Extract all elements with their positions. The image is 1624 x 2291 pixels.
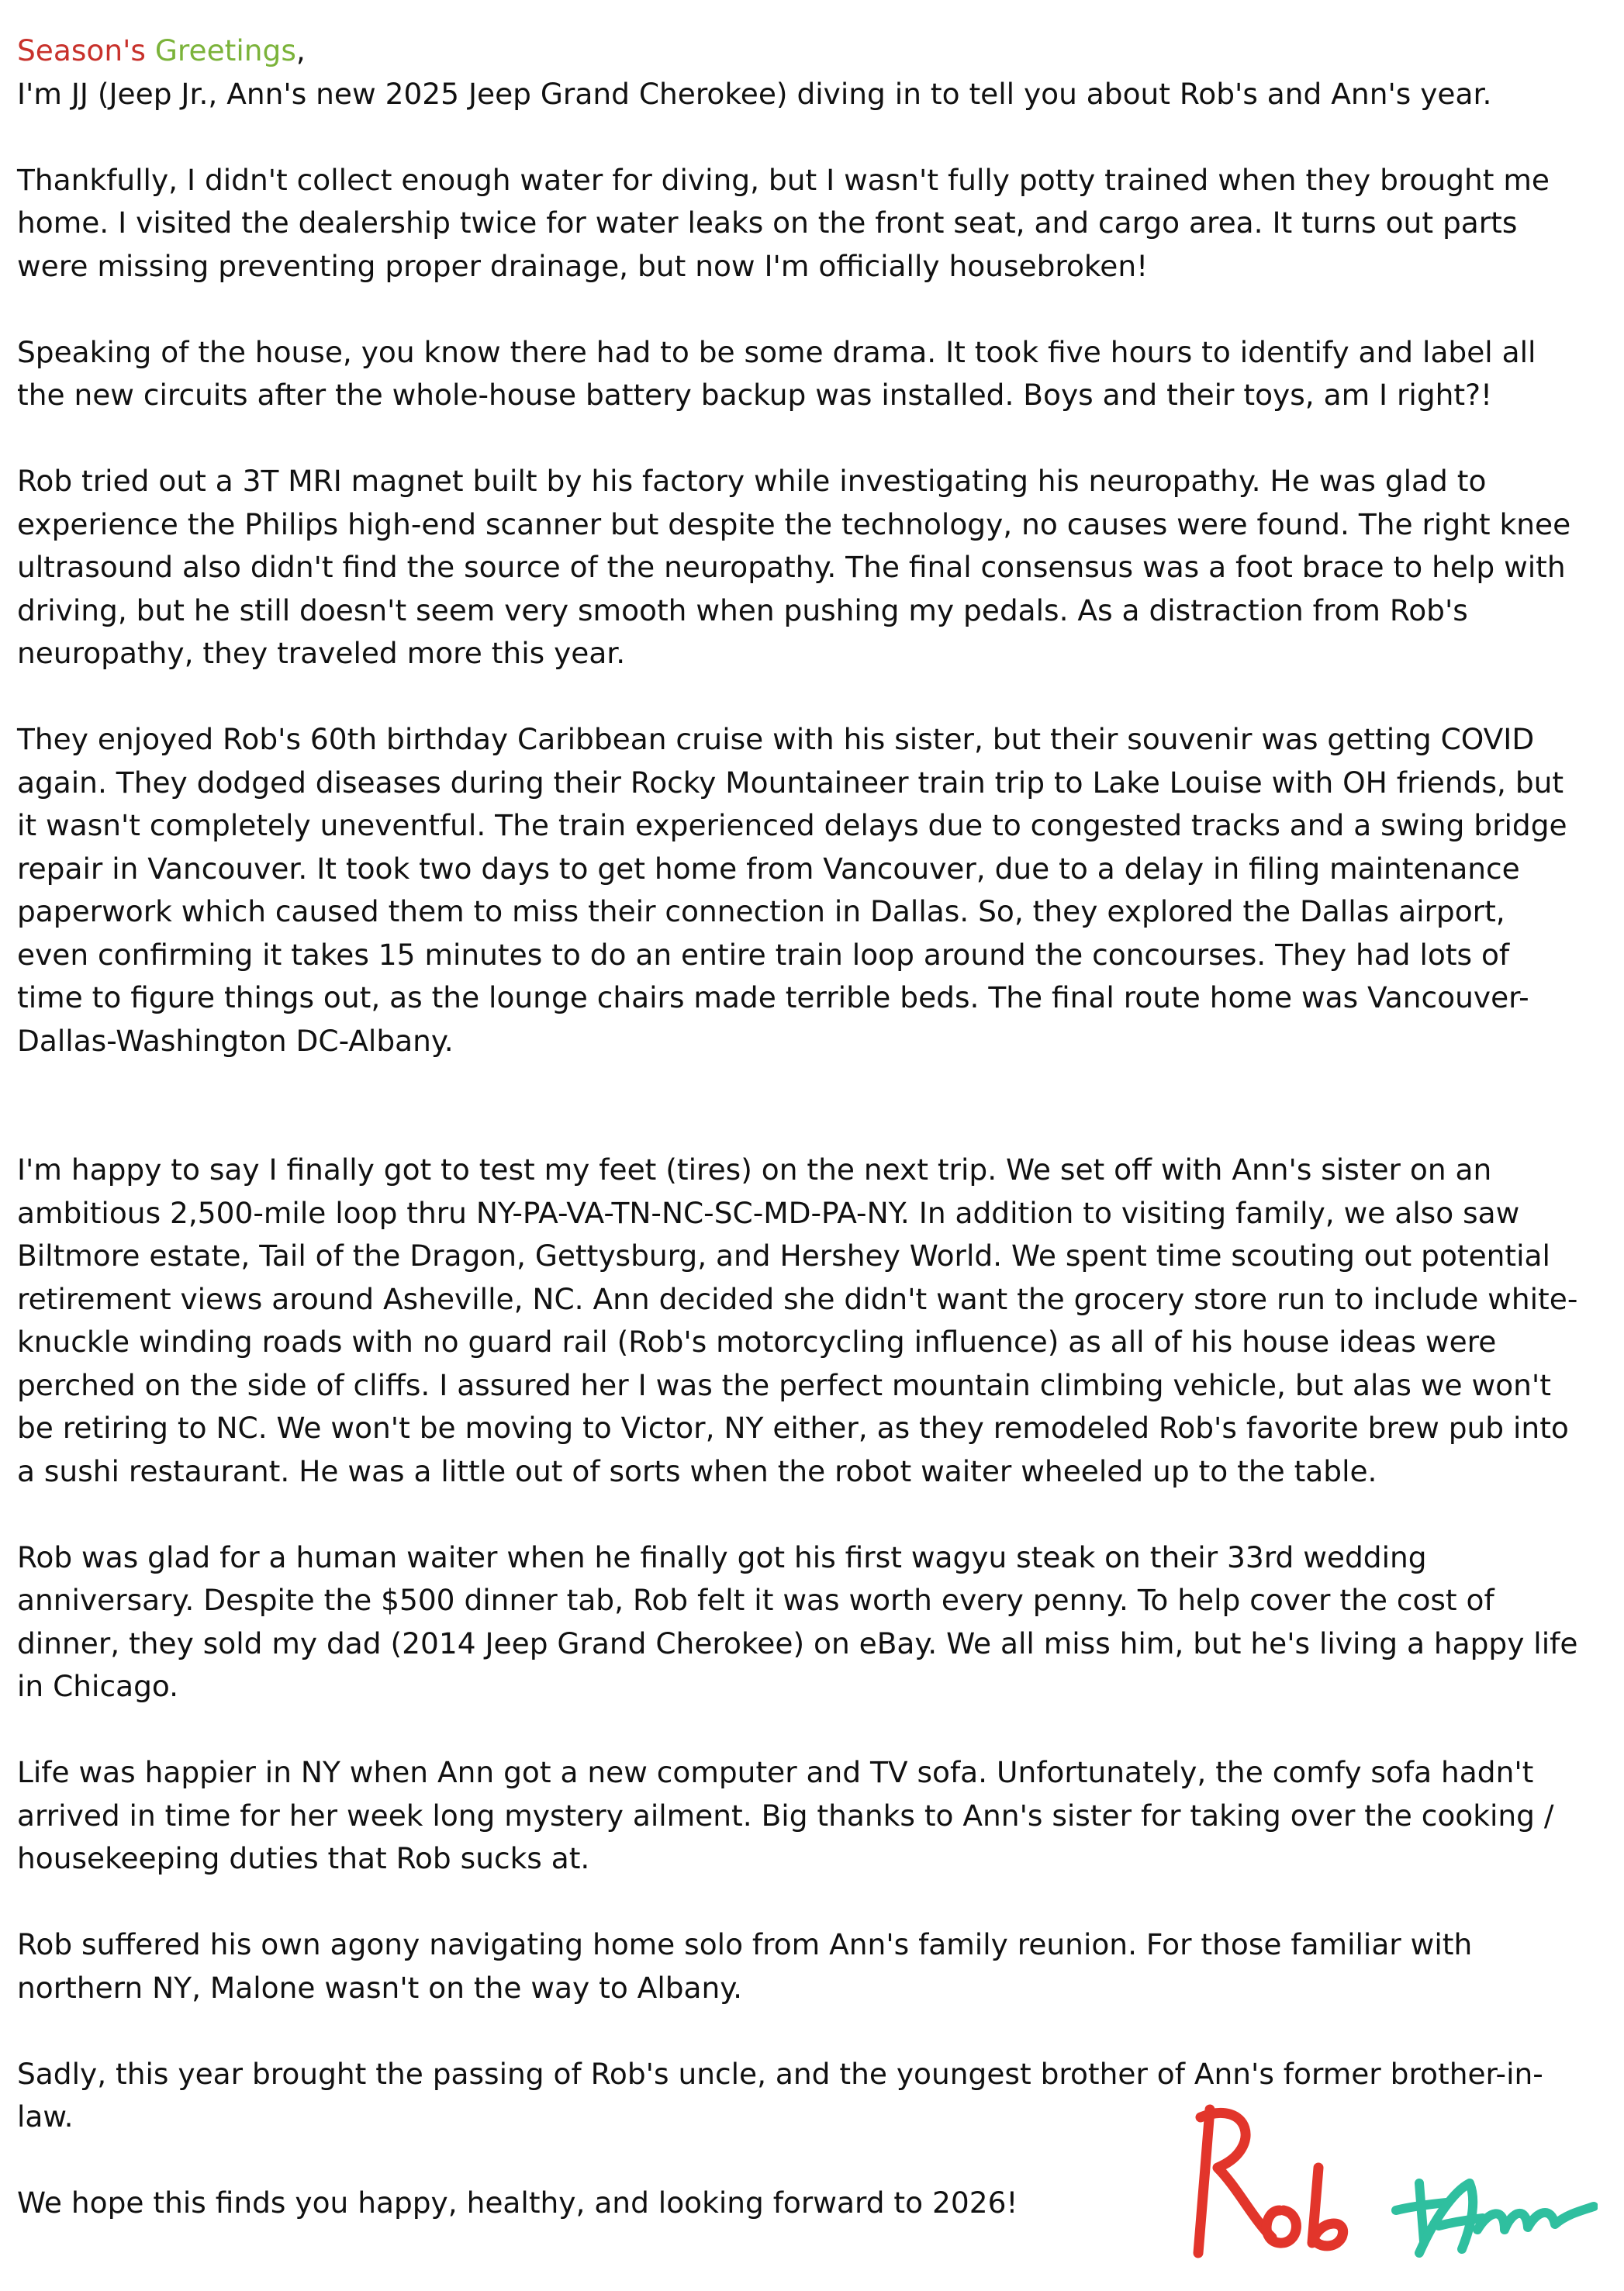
paragraph-closing: We hope this finds you happy, healthy, and looking forward to 2026! xyxy=(17,2186,1018,2220)
paragraph-road-trip: I'm happy to say I finally got to test my feet (tires) on the next trip. We set off with Ann's sister on an ambitious 2,500-mile loop thru NY-PA-VA-TN-NC-SC-MD-PA-NY. In addition to visiting family, we also saw Biltmore estate, Tail of the Dragon, Gettysburg, and Hershey World. We spent time scouting out potential retirement views around Asheville, NC. Ann decided she didn't want the grocery store run to include white-knuckle winding roads with no guard rail (Rob's motorcycling influence) as all of his house ideas were perched on the side of cliffs. I assured her I was the perfect mountain climbing vehicle, but alas we won't be retiring to NC. We won't be moving to Victor, NY either, as they remodeled Rob's favorite brew pub into a sushi restaurant. He was a little out of sorts when the robot waiter wheeled up to the table. xyxy=(17,1152,1578,1488)
greeting xyxy=(17,29,1584,73)
paragraph-neuropathy: Rob tried out a 3T MRI magnet built by his factory while investigating his neuropathy. He was glad to experience the Philips high-end scanner but despite the technology, no causes were found. The right knee ultrasound also didn't find the source of the neuropathy. The final consensus was a foot brace to help with driving, but he still doesn't seem very smooth when pushing my pedals. As a distraction from Rob's neuropathy, they traveled more this year. xyxy=(17,464,1571,670)
paragraph-reunion: Rob suffered his own agony navigating home solo from Ann's family reunion. For those familiar with northern NY, Malone wasn't on the way to Albany. xyxy=(17,1927,1473,2005)
letter-body xyxy=(17,29,1584,2268)
paragraph-water-leaks: Thankfully, I didn't collect enough water for diving, but I wasn't fully potty trained when they brought me home. I visited the dealership twice for water leaks on the front seat, and cargo area. It turns out parts were missing preventing proper drainage, but now I'm officially housebroken! xyxy=(17,162,1550,283)
paragraph-anniversary: Rob was glad for a human waiter when he finally got his first wagyu steak on their 33rd wedding anniversary. Despite the $500 dinner tab, Rob felt it was worth every penny. To help cover the cost of dinner, they sold my dad (2014 Jeep Grand Cherokee) on eBay. We all miss him, but he's living a happy life in Chicago. xyxy=(17,1539,1578,1703)
signature-ann xyxy=(1396,2183,1594,2253)
handwritten-signature xyxy=(1163,2094,1598,2288)
paragraph-new-sofa: Life was happier in NY when Ann got a new computer and TV sofa. Unfortunately, the comfy sofa hadn't arrived in time for her week long mystery ailment. Big thanks to Ann's sister for taking over the cooking / housekeeping duties that Rob sucks at. xyxy=(17,1755,1554,1875)
intro-text: I'm JJ (Jeep Jr., Ann's new 2025 Jeep Grand Cherokee) diving in to tell you about Rob's and Ann's year. xyxy=(17,76,1492,111)
letter-opening xyxy=(17,29,1584,116)
paragraph-battery-backup: Speaking of the house, you know there had to be some drama. It took five hours to identify and label all the new circuits after the whole-house battery backup was installed. Boys and their toys, am I right?! xyxy=(17,334,1536,412)
greeting-comma: , xyxy=(295,33,306,67)
signature-rob xyxy=(1198,2110,1343,2253)
paragraph-passing: Sadly, this year brought the passing of Rob's uncle, and the youngest brother of Ann's former brother-in-law. xyxy=(17,2056,1543,2134)
greeting-greetings: Greetings xyxy=(154,33,296,67)
greeting-seasons: Season's xyxy=(17,33,146,67)
paragraph-travels: They enjoyed Rob's 60th birthday Caribbean cruise with his sister, but their souvenir was getting COVID again. They dodged diseases during their Rocky Mountaineer train trip to Lake Louise with OH friends, but it wasn't completely uneventful. The train experienced delays due to congested tracks and a swing bridge repair in Vancouver. It took two days to get home from Vancouver, due to a delay in filing maintenance paperwork which caused them to miss their connection in Dallas. So, they explored the Dallas airport, even confirming it takes 15 minutes to do an entire train loop around the concourses. They had lots of time to figure things out, as the lounge chairs made terrible beds. The final route home was Vancouver-Dallas-Washington DC-Albany. xyxy=(17,722,1567,1058)
